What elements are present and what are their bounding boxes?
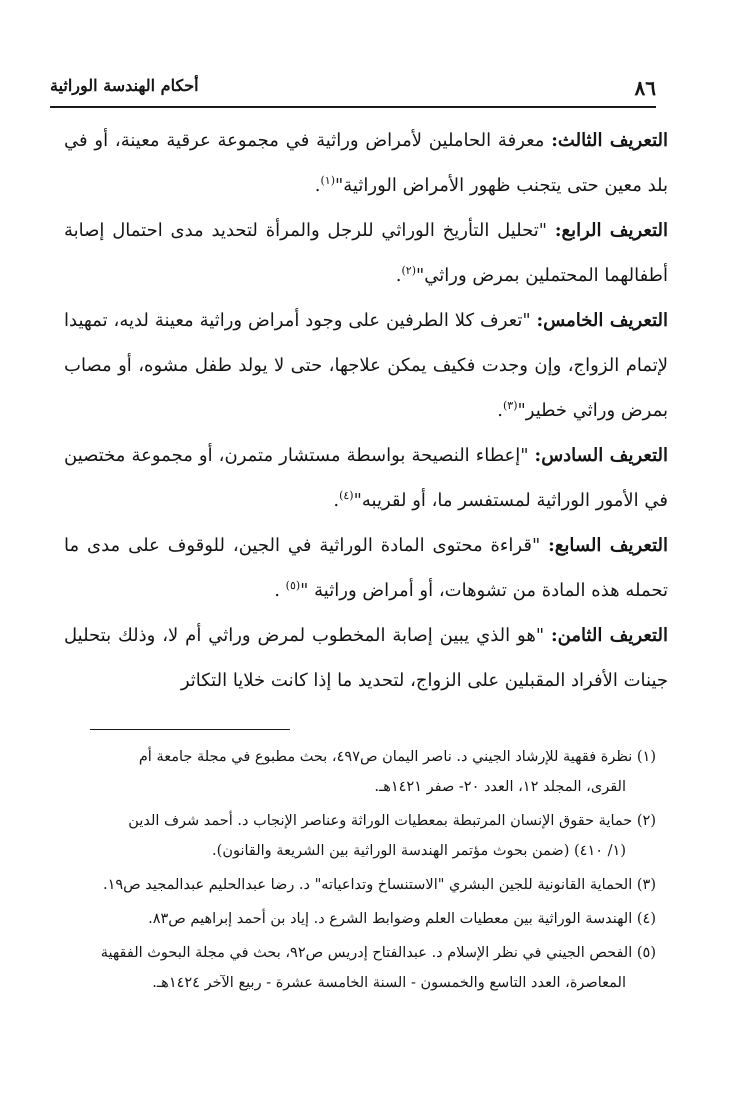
definition-term: التعريف الخامس: <box>536 310 668 331</box>
footnote-line: (٢) حماية حقوق الإنسان المرتبطة بمعطيات الوراثة وعناصر الإنجاب د. أحمد شرف الدين <box>128 813 656 829</box>
definition-term: التعريف السادس: <box>534 445 668 466</box>
definition-tail: . <box>333 490 340 511</box>
definition-term: التعريف الثالث: <box>551 130 668 151</box>
definition-paragraph <box>64 118 668 208</box>
definition-tail: . <box>274 580 286 601</box>
footnote-line: (١) نظرة فقهية للإرشاد الجيني د. ناصر اليمان ص٤٩٧، بحث مطبوع في مجلة جامعة أم <box>138 749 656 765</box>
definition-term: التعريف الرابع: <box>554 220 668 241</box>
definition-text: "إعطاء النصيحة بواسطة مستشار متمرن، أو مجموعة مختصين في الأمور الوراثية لمستفسر ما، أو لقريبه" <box>64 445 668 511</box>
footnote-continuation: القرى، المجلد ١٢، العدد ٢٠- صفر ١٤٢١هـ. <box>374 779 626 795</box>
footnote-separator <box>90 729 290 730</box>
definition-tail: . <box>497 400 503 421</box>
footnote <box>60 806 656 866</box>
definition-paragraph <box>64 613 668 703</box>
definition-paragraph <box>64 208 668 298</box>
footnote-line: (٣) الحماية القانونية للجين البشري "الاستنساخ وتداعياته" د. رضا عبدالحليم عبدالمجيد ص١٩. <box>102 877 656 893</box>
footnote-continuation: (١/ ٤١٠) (ضمن بحوث مؤتمر الهندسة الوراثية بين الشريعة والقانون). <box>212 843 626 859</box>
footnote-continuation: المعاصرة، العدد التاسع والخمسون - السنة الخامسة عشرة - ربيع الآخر ١٤٢٤هـ. <box>152 975 626 991</box>
footnote-ref: (٥) <box>285 579 301 592</box>
footnote <box>60 938 656 998</box>
definition-tail: . <box>314 175 321 196</box>
footnote <box>60 742 656 802</box>
footnotes-section <box>60 742 656 1002</box>
footnote-ref: (٢) <box>401 264 417 277</box>
definition-paragraph <box>64 523 668 613</box>
definition-term: التعريف السابع: <box>548 535 669 556</box>
definition-term: التعريف الثامن: <box>550 625 668 646</box>
footnote-ref: (٣) <box>502 399 518 412</box>
footnote <box>60 870 656 900</box>
definition-text: "تعرف كلا الطرفين على وجود أمراض وراثية معينة لديه، تمهيدا لإتمام الزواج، وإن وجدت فكيف يمكن علاجها، حتى لا يولد طفل مشوه، أو مصاب بمرض وراثي خطير" <box>64 310 668 421</box>
definition-paragraph <box>64 298 668 433</box>
definition-text: "هو الذي يبين إصابة المخطوب لمرض وراثي أم لا، وذلك بتحليل جينات الأفراد المقبلين على الزواج، لتحديد ما إذا كانت خلايا التكاثر <box>64 625 668 691</box>
page-header <box>50 72 656 108</box>
main-text <box>64 118 668 703</box>
footnote-ref: (١) <box>320 174 335 187</box>
definition-text: معرفة الحاملين لأمراض وراثية في مجموعة عرقية معينة، أو في بلد معين حتى يتجنب ظهور الأمراض الوراثية" <box>64 130 668 196</box>
definition-text: "تحليل التأريخ الوراثي للرجل والمرأة لتحديد مدى احتمال إصابة أطفالهما المحتملين بمرض وراثي" <box>64 220 668 286</box>
definition-text: "قراءة محتوى المادة الوراثية في الجين، للوقوف على مدى ما تحمله هذه المادة من تشوهات، أو أمراض وراثية " <box>64 535 668 601</box>
footnote-ref: (٤) <box>339 489 354 502</box>
footnote-line: (٥) الفحص الجيني في نظر الإسلام د. عبدالفتاح إدريس ص٩٢، بحث في مجلة البحوث الفقهية <box>100 945 656 961</box>
page-number: ٨٦ <box>634 76 656 100</box>
definition-tail: . <box>395 265 402 286</box>
definition-paragraph <box>64 433 668 523</box>
footnote-line: (٤) الهندسة الوراثية بين معطيات العلم وضوابط الشرع د. إياد بن أحمد إبراهيم ص٨٣. <box>148 911 656 927</box>
footnote <box>60 904 656 934</box>
running-title: أحكام الهندسة الوراثية <box>50 76 199 95</box>
